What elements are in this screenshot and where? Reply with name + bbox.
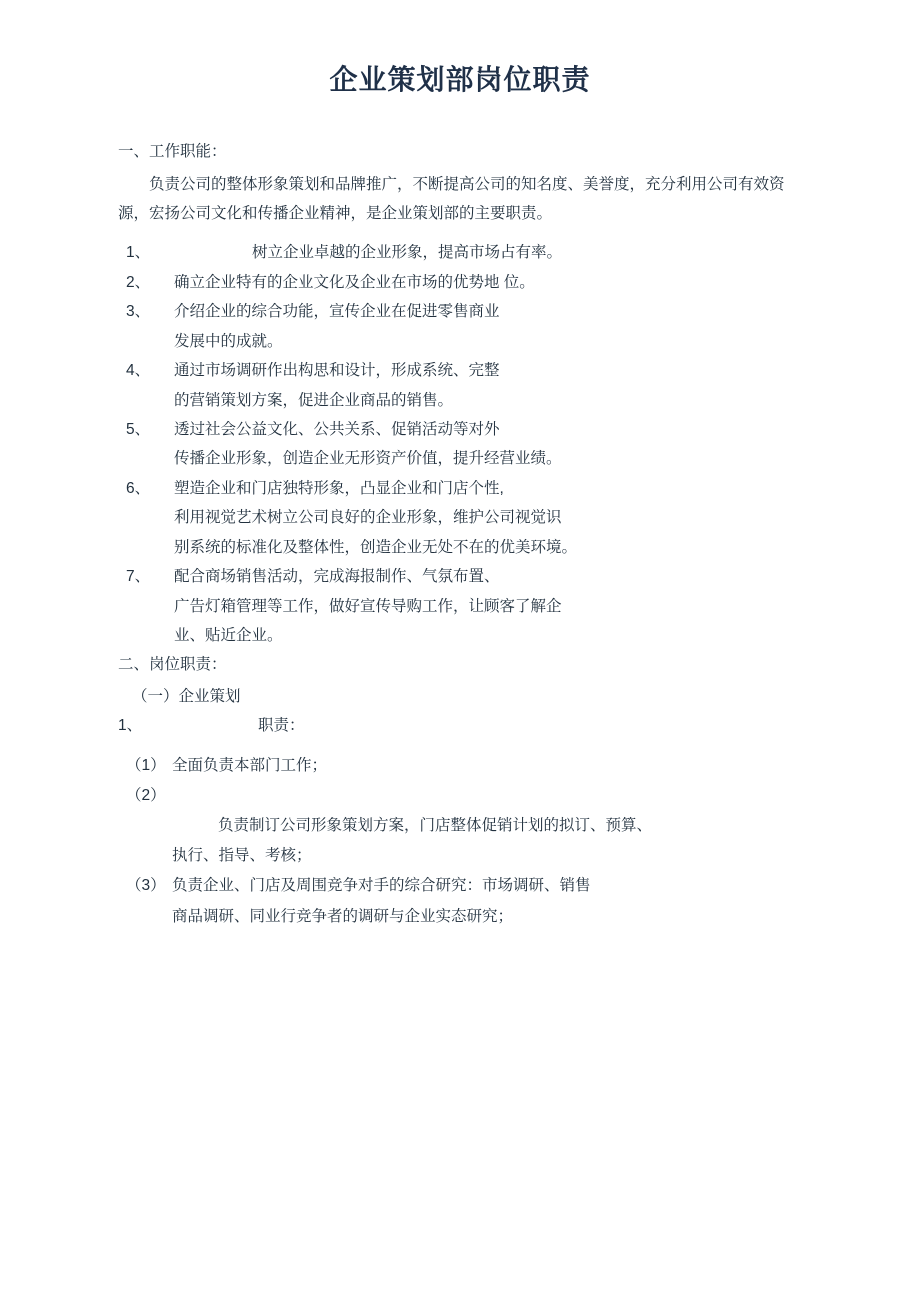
list-marker: 4、 (126, 362, 151, 380)
list-line: 广告灯箱管理等工作，做好宣传导购工作，让顾客了解企 (174, 597, 562, 615)
section-subheading: （一）企业策划 (132, 687, 241, 705)
list-marker: （2） (126, 786, 166, 804)
list-item (118, 474, 802, 562)
list-marker: （1） (126, 756, 166, 774)
list-line: 的营销策划方案，促进企业商品的销售。 (174, 391, 454, 409)
work-function-list (118, 238, 802, 650)
list-item (118, 781, 802, 811)
list-body (174, 238, 802, 267)
list-line: 利用视觉艺术树立公司良好的企业形象，维护公司视觉识 (174, 509, 562, 527)
list-line: 执行、指导、考核； (172, 847, 312, 865)
section-heading: 一、工作职能： (118, 143, 227, 161)
list-line: 确立企业特有的企业文化及企业在市场的优势地 位。 (174, 273, 535, 291)
list-line: 介绍企业的综合功能，宣传企业在促进零售商业 (174, 303, 500, 321)
list-item (118, 871, 802, 931)
list-item (118, 751, 802, 781)
section-work-functions (118, 138, 802, 650)
list-line: 别系统的标准化及整体性，创造企业无处不在的优美环境。 (174, 538, 578, 556)
list-marker: 7、 (126, 568, 151, 586)
list-body (172, 871, 802, 931)
section-heading: 二、岗位职责： (118, 655, 227, 673)
list-item (118, 415, 802, 474)
list-marker: 5、 (126, 421, 151, 439)
duty-list (118, 751, 802, 932)
list-body (172, 811, 802, 871)
list-body (172, 751, 802, 781)
page-title: 企业策划部岗位职责 (329, 64, 591, 95)
list-item (118, 562, 802, 650)
list-item (118, 268, 802, 297)
list-body (174, 297, 802, 356)
list-line: 负责制订公司形象策划方案，门店整体促销计划的拟订、预算、 (218, 816, 653, 834)
list-body (174, 415, 802, 474)
duty-label-marker: 1、 (118, 717, 143, 735)
list-body (174, 474, 802, 562)
list-line: 商品调研、同业行竞争者的调研与企业实态研究； (172, 907, 514, 925)
list-line: 透过社会公益文化、公共关系、促销活动等对外 (174, 421, 500, 439)
list-line: 传播企业形象，创造企业无形资产价值，提升经营业绩。 (174, 450, 562, 468)
section-job-duties (118, 651, 802, 932)
list-marker: 3、 (126, 303, 151, 321)
list-line: 业、贴近企业。 (174, 627, 283, 645)
list-item-continuation (118, 811, 802, 871)
list-body (174, 268, 802, 297)
list-body (174, 356, 802, 415)
list-line: 发展中的成就。 (174, 332, 283, 350)
duty-label: 职责： (258, 717, 305, 735)
list-line: 全面负责本部门工作； (172, 756, 328, 774)
list-line: 通过市场调研作出构思和设计，形成系统、完整 (174, 362, 500, 380)
list-line: 负责企业、门店及周围竞争对手的综合研究：市场调研、销售 (172, 877, 591, 895)
list-line: 塑造企业和门店独特形象，凸显企业和门店个性, (174, 479, 504, 497)
section-intro-paragraph: 负责公司的整体形象策划和品牌推广，不断提高公司的知名度、美誉度，充分利用公司有效资源，宏扬公司文化和传播企业精神，是企业策划部的主要职责。 (118, 175, 785, 222)
list-item (118, 238, 802, 267)
list-line: 树立企业卓越的企业形象，提高市场占有率。 (252, 244, 563, 262)
list-item (118, 297, 802, 356)
duty-label-row (118, 711, 802, 740)
list-body (174, 562, 802, 650)
list-marker: （3） (126, 877, 166, 895)
list-marker: 1、 (126, 244, 151, 262)
list-marker: 2、 (126, 273, 151, 291)
list-line: 配合商场销售活动，完成海报制作、气氛布置、 (174, 568, 500, 586)
list-marker: 6、 (126, 479, 151, 497)
list-item (118, 356, 802, 415)
